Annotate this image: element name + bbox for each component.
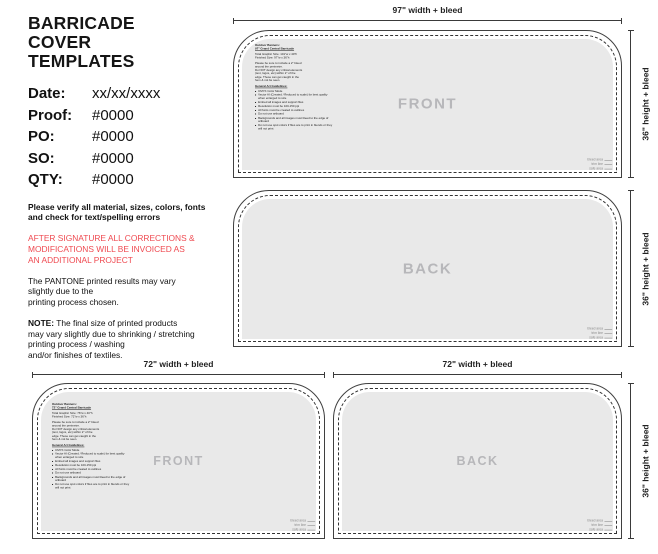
meta-value: xx/xx/xxxx bbox=[92, 85, 161, 102]
order-meta bbox=[28, 85, 160, 193]
meta-row-date bbox=[28, 85, 160, 107]
meta-row-so bbox=[28, 150, 160, 172]
safe-area-label: safe area bbox=[588, 336, 603, 340]
guide-bleed-note: Please be sure to include a 2" bleed around the perimeter. Do NOT design any critical elements (text, logos, etc) within 2" of the edge. These can get caught in the hem & not be seen. bbox=[52, 420, 100, 442]
width-dim-line-97-front bbox=[233, 20, 622, 21]
guide-guidelines-heading: General Art Guidelines: bbox=[52, 444, 85, 448]
art-guidelines-97 bbox=[255, 44, 333, 131]
title-line: COVER bbox=[28, 32, 92, 52]
note-label: NOTE: bbox=[28, 318, 55, 329]
area-key bbox=[587, 519, 612, 532]
guide-graphic-size: Total Graphic Size: 101"w x 40"h bbox=[255, 52, 298, 57]
bleed-area-label: bleed area bbox=[290, 519, 306, 523]
width-dim-label-72-back: 72" width + bleed bbox=[442, 359, 513, 369]
panel-front-72 bbox=[32, 383, 325, 539]
safe-area-key bbox=[290, 528, 315, 532]
meta-label: Date: bbox=[28, 85, 66, 102]
guide-finished-size: Finished Size: 72"w x 36"h bbox=[52, 415, 87, 419]
front-watermark: FRONT bbox=[397, 95, 458, 113]
guide-bullet: ■ Backgrounds and all images must bleed to the edge of artboard bbox=[255, 117, 333, 124]
page-title bbox=[28, 14, 135, 71]
safe-area-tick bbox=[307, 530, 315, 531]
guide-heading: Outdoor Banners: bbox=[52, 403, 77, 407]
height-dim-line-97-back bbox=[630, 190, 631, 347]
safe-area-tick bbox=[604, 530, 612, 531]
bleed-area-label: bleed area bbox=[587, 519, 603, 523]
guide-bullet: ■ Do not use spot colors if files are to print in blends or they will not print bbox=[255, 124, 333, 131]
area-key bbox=[587, 158, 612, 171]
guide-bullet: ■ All fonts must be created to outlines bbox=[52, 468, 130, 471]
art-guidelines-72 bbox=[52, 403, 130, 490]
guide-bullet: ■ Vector AI (Created / Reduced to scale) for best quality when enlarged to size bbox=[255, 93, 333, 100]
verify-text: Please verify all material, sizes, colors, fonts and check for text/spelling errors bbox=[28, 201, 206, 223]
safe-area-label: safe area bbox=[588, 528, 603, 532]
guide-bullet: ■ Vector AI (Created / Reduced to scale) for best quality when enlarged to size bbox=[52, 452, 130, 459]
guide-bullet: ■ Resolution must be 100-150 ppi bbox=[52, 464, 130, 467]
height-dim-label-97-back: 36" height + bleed bbox=[641, 231, 652, 306]
meta-value: #0000 bbox=[92, 128, 134, 146]
panel-back-97 bbox=[233, 190, 622, 347]
meta-label: SO: bbox=[28, 149, 55, 167]
title-line: TEMPLATES bbox=[28, 51, 135, 71]
bleed-area-tick bbox=[307, 521, 315, 522]
guide-bullet: ■ All fonts must be created to outlines bbox=[255, 109, 333, 112]
guide-bullet: ■ CMYK Color Mode bbox=[52, 449, 130, 452]
bleed-area-label: bleed area bbox=[587, 327, 603, 331]
safe-area-tick bbox=[604, 169, 612, 170]
trim-line-label: trim line bbox=[591, 523, 603, 528]
meta-value: #0000 bbox=[92, 149, 134, 167]
safe-area-label: safe area bbox=[291, 528, 306, 532]
guide-bullet: ■ Do not use artboard bbox=[255, 113, 333, 116]
guide-heading: Outdoor Banners: bbox=[255, 44, 280, 48]
guide-subheading: 72" Grand Central Barricade bbox=[52, 406, 92, 410]
guide-bullet: ■ Embed all images and support files bbox=[52, 460, 130, 463]
meta-row-qty bbox=[28, 171, 160, 193]
height-dim-line-97-front bbox=[630, 30, 631, 178]
proof-notice bbox=[28, 191, 228, 371]
width-dim-label-97-front: 97" width + bleed bbox=[392, 5, 463, 15]
note-text bbox=[28, 318, 228, 360]
trim-line-tick bbox=[604, 164, 612, 165]
bleed-area-label: bleed area bbox=[587, 158, 603, 162]
width-dim-line-72-back bbox=[333, 374, 622, 375]
bleed-area-tick bbox=[604, 521, 612, 522]
guide-bullet: ■ Do not use artboard bbox=[52, 472, 130, 475]
trim-line-label: trim line bbox=[294, 523, 306, 528]
safe-area-tick bbox=[604, 338, 612, 339]
meta-row-proof bbox=[28, 107, 160, 129]
area-key bbox=[290, 519, 315, 532]
meta-label: QTY: bbox=[28, 171, 63, 189]
trim-line-tick bbox=[307, 525, 315, 526]
warning-text: AFTER SIGNATURE ALL CORRECTIONS & MODIFICATIONS WILL BE INVOICED AS AN ADDITIONAL PROJECT bbox=[28, 233, 195, 265]
trim-line-label: trim line bbox=[591, 162, 603, 167]
height-dim-label-97-front: 36" height + bleed bbox=[641, 67, 652, 141]
meta-label: Proof: bbox=[28, 106, 73, 124]
guide-subheading: 97" Grand Central Barricade bbox=[255, 47, 295, 51]
guide-bullet: ■ CMYK Color Mode bbox=[255, 90, 333, 93]
guide-guidelines-heading: General Art Guidelines: bbox=[255, 85, 288, 89]
panel-back-72 bbox=[333, 383, 622, 539]
width-dim-line-72-front bbox=[32, 374, 325, 375]
panel-front-97 bbox=[233, 30, 622, 178]
meta-row-po bbox=[28, 128, 160, 150]
note-body: The final size of printed products may vary slightly due to shrinking / stretching printing process / washing and/or finishes of textiles. bbox=[28, 318, 195, 360]
trim-line-tick bbox=[604, 333, 612, 334]
bleed-area-tick bbox=[604, 160, 612, 161]
meta-value: #0000 bbox=[92, 171, 134, 189]
trim-line-label: trim line bbox=[591, 331, 603, 336]
guide-bullet: ■ Resolution must be 100-150 ppi bbox=[255, 105, 333, 108]
title-line: BARRICADE bbox=[28, 13, 135, 33]
height-dim-label-72-back: 36" height + bleed bbox=[641, 424, 652, 498]
trim-line-tick bbox=[604, 525, 612, 526]
bleed-area-tick bbox=[604, 329, 612, 330]
pantone-text: The PANTONE printed results may vary slightly due to the printing process chosen. bbox=[28, 275, 176, 307]
back-watermark: BACK bbox=[402, 260, 453, 277]
guide-bullet: ■ Backgrounds and all images must bleed to the edge of artboard bbox=[52, 476, 130, 483]
width-dim-label-72-front: 72" width + bleed bbox=[143, 359, 214, 369]
safe-area-key bbox=[587, 336, 612, 340]
meta-label: PO: bbox=[28, 128, 55, 146]
safe-area-key bbox=[587, 528, 612, 532]
front-watermark: FRONT bbox=[153, 454, 204, 468]
safe-area-key bbox=[587, 167, 612, 171]
safe-area-label: safe area bbox=[588, 167, 603, 171]
area-key bbox=[587, 327, 612, 340]
height-dim-line-72-back bbox=[630, 383, 631, 539]
meta-value: #0000 bbox=[92, 106, 134, 124]
guide-finished-size: Finished Size: 97"w x 36"h bbox=[255, 56, 290, 60]
guide-bullet: ■ Do not use spot colors if files are to print in blends or they will not print bbox=[52, 483, 130, 490]
back-watermark: BACK bbox=[456, 454, 499, 468]
guide-bullet: ■ Embed all images and support files bbox=[255, 101, 333, 104]
guide-graphic-size: Total Graphic Size: 76"w x 40"h bbox=[52, 411, 93, 416]
guide-bleed-note: Please be sure to include a 2" bleed around the perimeter. Do NOT design any critical elements (text, logos, etc) within 2" of the edge. These can get caught in the hem & not be seen. bbox=[255, 61, 303, 83]
